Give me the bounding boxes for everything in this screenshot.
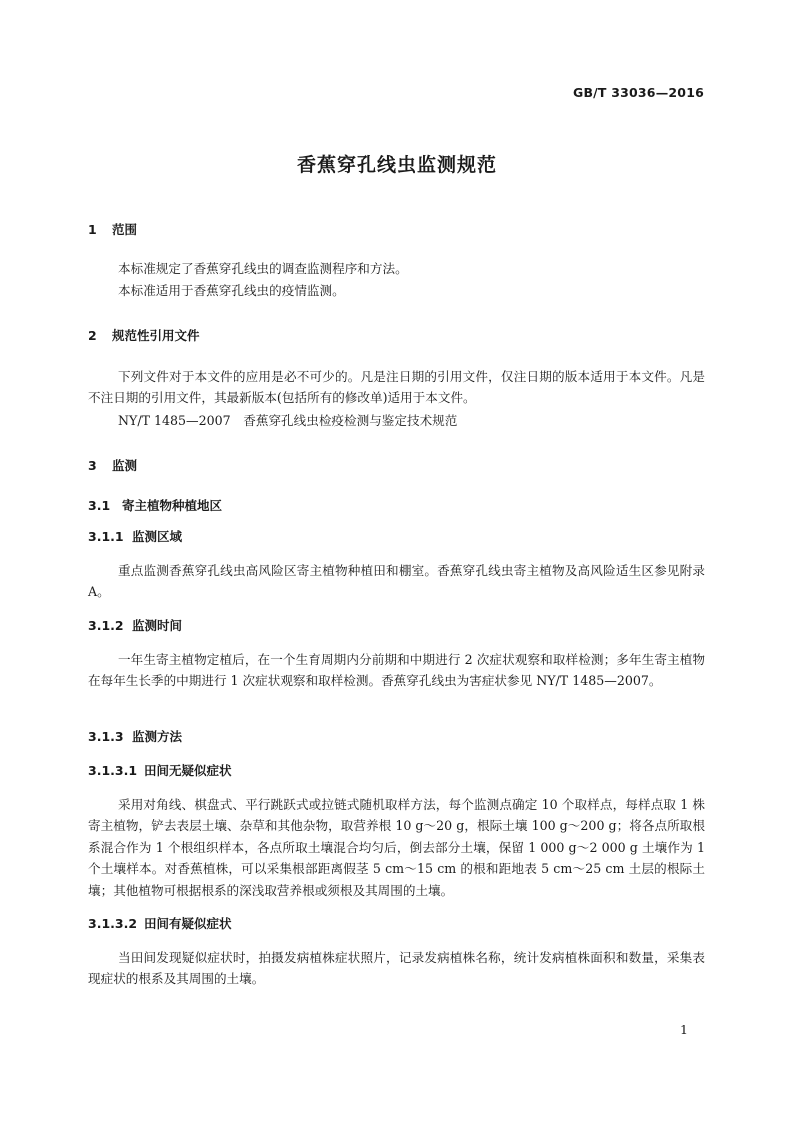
- paragraph-no-symptom: 采用对角线、棋盘式、平行跳跃式或拉链式随机取样方法，每个监测点确定 10 个取样点，每样点取 1 株寄主植物，铲去表层土壤、杂草和其他杂物，取营养根 10 g～20 g，根际土壤 100 g～200 g；将各点所取根系混合作为 1 个根组织样本，各点所取土壤混合均匀后，倒去部分土壤，保留 1 000 g～2 000 g 土壤作为 1 个土壤样本。对香蕉植株，可以采集根部距离假茎 5 cm～15 cm 的根和距地表 5 cm～25 cm 土层的根际土壤；其他植物可根据根系的深浅取营养根或须根及其周围的土壤。: [88, 797, 705, 898]
- section-title: 监测方法: [132, 729, 183, 744]
- section-heading-3-1-2: [88, 618, 182, 634]
- paragraph-suspected-symptom: 当田间发现疑似症状时，拍摄发病植株症状照片，记录发病植株名称，统计发病植株面积和数量，采集表现症状的根系及其周围的土壤。: [88, 950, 705, 987]
- section-title: 田间有疑似症状: [144, 916, 232, 931]
- section-number: 3.1: [88, 498, 111, 513]
- section-title: 寄主植物种植地区: [122, 498, 223, 513]
- section-title: 监测区域: [132, 529, 183, 544]
- reference-item: NY/T 1485—2007 香蕉穿孔线虫检疫检测与鉴定技术规范: [118, 413, 458, 428]
- document-title: 香蕉穿孔线虫监测规范: [296, 154, 497, 176]
- page-number: 1: [680, 1022, 688, 1037]
- section-heading-3-1-3-1: [88, 763, 232, 779]
- section-title: 规范性引用文件: [112, 328, 200, 343]
- section-number: 2: [88, 328, 97, 343]
- section-heading-2: [88, 328, 200, 344]
- section-number: 3: [88, 458, 97, 473]
- paragraph-references: 下列文件对于本文件的应用是必不可少的。凡是注日期的引用文件，仅注日期的版本适用于本文件。凡是不注日期的引用文件，其最新版本(包括所有的修改单)适用于本文件。: [88, 369, 705, 406]
- standard-code: GB/T 33036—2016: [572, 85, 704, 100]
- section-heading-3-1: [88, 498, 222, 514]
- paragraph-monitoring-area: 重点监测香蕉穿孔线虫高风险区寄主植物种植田和棚室。香蕉穿孔线虫寄主植物及高风险适生区参见附录 A。: [88, 563, 705, 600]
- section-heading-3-1-1: [88, 529, 182, 545]
- paragraph-monitoring-time: 一年生寄主植物定植后，在一个生育周期内分前期和中期进行 2 次症状观察和取样检测；多年生寄主植物在每年生长季的中期进行 1 次症状观察和取样检测。香蕉穿孔线虫为害症状参见 NY/T 1485—2007。: [88, 652, 705, 689]
- section-number: 1: [88, 222, 97, 237]
- section-number: 3.1.1: [88, 529, 124, 544]
- section-heading-3-1-3: [88, 729, 182, 745]
- section-heading-3: [88, 458, 137, 474]
- section-title: 田间无疑似症状: [144, 763, 232, 778]
- paragraph-scope-2: 本标准适用于香蕉穿孔线虫的疫情监测。: [118, 283, 345, 298]
- section-heading-1: [88, 222, 137, 238]
- paragraph-scope-1: 本标准规定了香蕉穿孔线虫的调查监测程序和方法。: [118, 261, 408, 276]
- section-number: 3.1.3: [88, 729, 124, 744]
- section-title: 监测时间: [132, 618, 183, 633]
- section-number: 3.1.2: [88, 618, 124, 633]
- section-number: 3.1.3.2: [88, 916, 138, 931]
- section-title: 范围: [112, 222, 138, 237]
- section-number: 3.1.3.1: [88, 763, 138, 778]
- section-title: 监测: [112, 458, 138, 473]
- section-heading-3-1-3-2: [88, 916, 232, 932]
